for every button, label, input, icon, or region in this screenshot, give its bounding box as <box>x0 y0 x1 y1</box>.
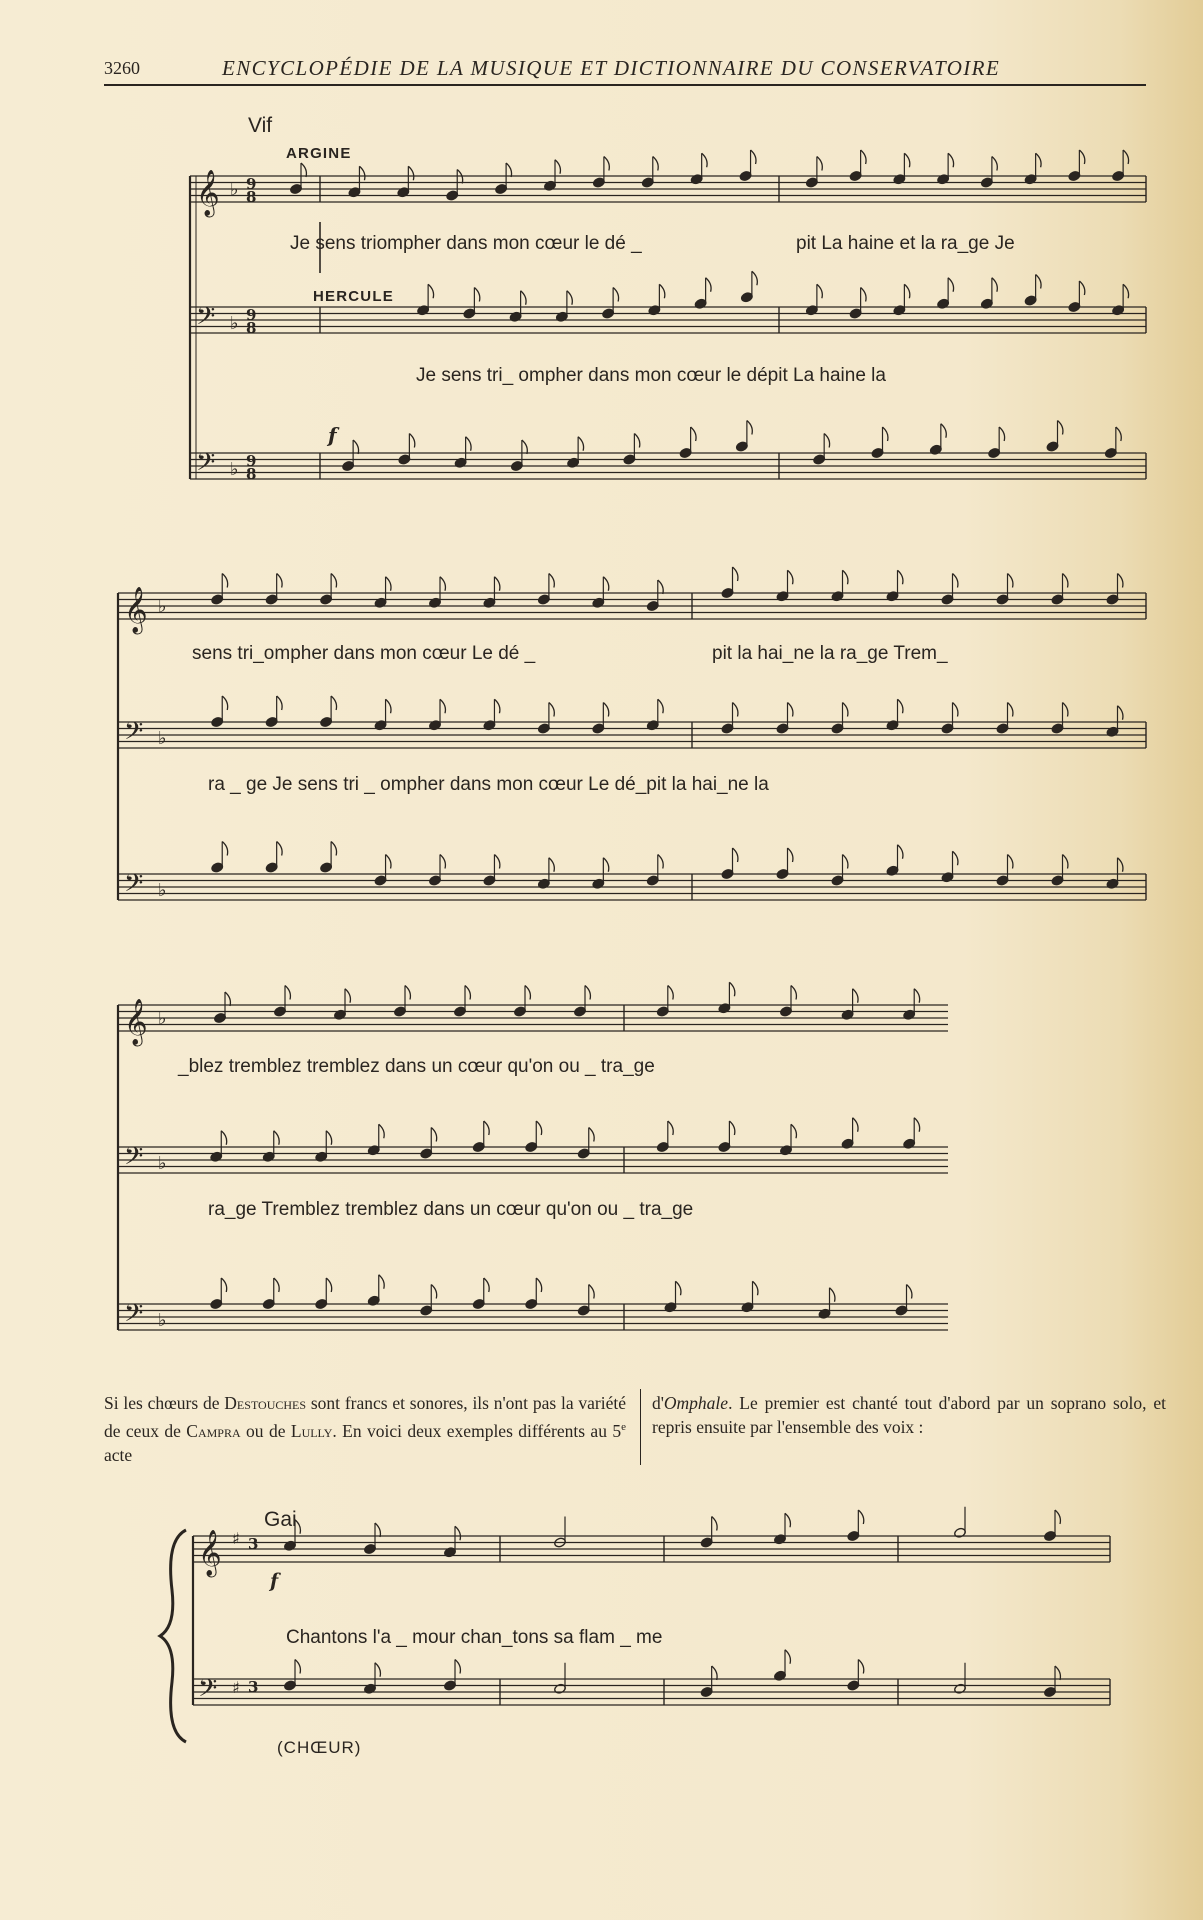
note-flag <box>613 288 618 302</box>
note-flag <box>465 986 470 1000</box>
note-flag <box>1058 421 1063 435</box>
page-number: 3260 <box>104 58 140 78</box>
note-flag <box>702 153 707 167</box>
key-sharp: ♯ <box>232 1529 240 1548</box>
lyric-line: sens tri_ompher dans mon cœur Le dé _ <box>192 643 536 664</box>
note-flag <box>536 1278 541 1292</box>
note-flag <box>658 580 663 594</box>
note-flag <box>1055 1666 1060 1680</box>
note-flag <box>791 1124 796 1138</box>
note-flag <box>729 1121 734 1135</box>
note-flag <box>1008 855 1013 869</box>
note-flag <box>549 858 554 872</box>
note-flag <box>222 574 227 588</box>
note-flag <box>858 1510 863 1524</box>
note-flag <box>536 1121 541 1135</box>
note-flag <box>225 992 230 1006</box>
note-flag <box>222 696 227 710</box>
tempo-marking-gai: Gai <box>264 1508 297 1531</box>
note-flag <box>301 163 306 177</box>
dynamic-forte: f <box>328 423 337 447</box>
key-flat: ♭ <box>158 880 167 901</box>
note-flag <box>474 288 479 302</box>
note-flag <box>440 577 445 591</box>
note-flag <box>659 284 664 298</box>
time-signature: 8 <box>246 319 257 337</box>
note-flag <box>733 848 738 862</box>
note-flag <box>274 1278 279 1292</box>
note-flag <box>285 986 290 1000</box>
note-flag <box>494 855 499 869</box>
note-flag <box>1116 427 1121 441</box>
note-flag <box>843 570 848 584</box>
note-flag <box>405 986 410 1000</box>
treble-clef: 𝄞 <box>124 999 148 1045</box>
note-flag <box>1118 574 1123 588</box>
time-signature: 9 <box>246 175 257 193</box>
note-flag <box>409 434 414 448</box>
lyric-line: Chantons l'a _ mour chan_tons sa flam _ me <box>286 1627 663 1648</box>
time-signature: 9 <box>246 306 257 324</box>
note-flag <box>522 440 527 454</box>
lyric-line: pit La haine et la ra_ge Je <box>796 233 1015 254</box>
key-sharp: ♯ <box>232 1678 240 1697</box>
note-flag <box>549 574 554 588</box>
note-flag <box>830 1288 835 1302</box>
note-flag <box>843 855 848 869</box>
note-flag <box>326 1278 331 1292</box>
note-flag <box>817 157 822 171</box>
note-flag <box>331 574 336 588</box>
note-flag <box>668 1121 673 1135</box>
composer-campra: Campra <box>186 1420 241 1441</box>
note-flag <box>753 1281 758 1295</box>
note-flag <box>941 424 946 438</box>
note-flag <box>431 1285 436 1299</box>
note-flag <box>658 855 663 869</box>
note-flag <box>1063 574 1068 588</box>
note-flag <box>676 1281 681 1295</box>
note-flag <box>948 153 953 167</box>
note-flag <box>326 1131 331 1145</box>
note-flag <box>953 851 958 865</box>
note-flag <box>440 855 445 869</box>
note-flag <box>634 434 639 448</box>
note-flag <box>589 1128 594 1142</box>
note-flag <box>904 284 909 298</box>
note-flag <box>375 1523 380 1537</box>
note-flag <box>525 986 530 1000</box>
running-title: ENCYCLOPÉDIE DE LA MUSIQUE ET DICTIONNAIRE DU CONSERVATOIRE <box>222 56 1001 80</box>
note-flag <box>788 703 793 717</box>
key-flat: ♭ <box>158 1153 167 1174</box>
note-flag <box>751 150 756 164</box>
body-text-right: d'Omphale. Le premier est chanté tout d'abord par un soprano solo, et repris ensuite par l'ensemble des voix : <box>652 1393 1166 1437</box>
note-flag <box>653 157 658 171</box>
key-flat: ♭ <box>158 1008 167 1029</box>
note-flag <box>431 1128 436 1142</box>
note-flag <box>295 1660 300 1674</box>
note-flag <box>578 437 583 451</box>
time-signature: 3 <box>248 1535 259 1553</box>
note-flag <box>428 284 433 298</box>
key-flat: ♭ <box>158 728 167 749</box>
key-flat: ♭ <box>230 179 239 200</box>
note-flag <box>752 271 757 285</box>
note-flag <box>603 577 608 591</box>
note-flag <box>567 291 572 305</box>
note-flag <box>907 1285 912 1299</box>
body-text-left: Si les chœurs de Destouches sont francs et sonores, ils n'ont pas la variété de ceux de Campra ou de Lully. En voici deux exemples différents au 5e acte <box>104 1393 626 1465</box>
key-flat: ♭ <box>230 313 239 334</box>
note-flag <box>1008 703 1013 717</box>
note-flag <box>549 703 554 717</box>
note-flag <box>521 291 526 305</box>
note-flag <box>604 157 609 171</box>
note-flag <box>691 427 696 441</box>
note-flag <box>455 1660 460 1674</box>
note-flag <box>277 574 282 588</box>
note-flag <box>853 1118 858 1132</box>
key-flat: ♭ <box>230 459 239 480</box>
lyric-line: Je sens tri_ ompher dans mon cœur le dépit La haine la <box>416 365 886 386</box>
note-flag <box>1036 153 1041 167</box>
treble-clef: 𝄞 <box>124 587 148 633</box>
note-flag <box>861 150 866 164</box>
bass-clef: 𝄢 <box>196 448 216 483</box>
note-flag <box>791 986 796 1000</box>
note-flag <box>948 278 953 292</box>
note-flag <box>379 1275 384 1289</box>
note-flag <box>898 845 903 859</box>
bass-clef: 𝄢 <box>198 1674 218 1709</box>
time-signature: 9 <box>246 452 257 470</box>
note-flag <box>589 1285 594 1299</box>
note-flag <box>785 1513 790 1527</box>
note-flag <box>386 699 391 713</box>
note-flag <box>914 1118 919 1132</box>
composer-destouches: Destouches <box>224 1393 307 1413</box>
note-flag <box>386 577 391 591</box>
note-flag <box>466 437 471 451</box>
note-flag <box>555 160 560 174</box>
note-flag <box>1063 703 1068 717</box>
note-flag <box>1079 281 1084 295</box>
note-flag <box>386 855 391 869</box>
lyric-line: pit la hai_ne la ra_ge Trem_ <box>712 643 948 664</box>
note-flag <box>1036 275 1041 289</box>
note-flag <box>585 986 590 1000</box>
note-flag <box>788 570 793 584</box>
column-divider <box>640 1389 641 1465</box>
bass-clef: 𝄢 <box>124 869 144 904</box>
key-flat: ♭ <box>158 1310 167 1331</box>
note-flag <box>861 288 866 302</box>
note-flag <box>843 703 848 717</box>
note-flag <box>603 858 608 872</box>
note-flag <box>898 699 903 713</box>
note-flag <box>788 848 793 862</box>
note-flag <box>222 842 227 856</box>
time-signature: 8 <box>246 188 257 206</box>
key-flat: ♭ <box>158 596 167 617</box>
note-flag <box>733 703 738 717</box>
note-flag <box>914 989 919 1003</box>
note-flag <box>274 1131 279 1145</box>
note-flag <box>455 1526 460 1540</box>
note-flag <box>1008 574 1013 588</box>
note-flag <box>817 284 822 298</box>
note-flag <box>379 1124 384 1138</box>
note-flag <box>331 842 336 856</box>
note-flag <box>824 434 829 448</box>
chorus-label: (CHŒUR) <box>277 1738 362 1757</box>
note-flag <box>494 577 499 591</box>
lyric-line: ra_ge Tremblez tremblez dans un cœur qu'on ou _ tra_ge <box>208 1199 694 1220</box>
note-flag <box>1118 706 1123 720</box>
note-flag <box>733 567 738 581</box>
bass-clef: 𝄢 <box>124 717 144 752</box>
note-flag <box>953 703 958 717</box>
note-flag <box>221 1131 226 1145</box>
note-flag <box>992 278 997 292</box>
treble-clef: 𝄞 <box>196 170 220 216</box>
note-flag <box>221 1278 226 1292</box>
voice-name-argine: ARGINE <box>286 145 352 162</box>
note-flag <box>484 1278 489 1292</box>
note-flag <box>706 278 711 292</box>
note-flag <box>1063 855 1068 869</box>
note-flag <box>277 842 282 856</box>
lyric-line: Je sens triompher dans mon cœur le dé _ <box>290 233 642 254</box>
note-flag <box>668 986 673 1000</box>
note-flag <box>992 157 997 171</box>
dynamic-forte: f <box>270 1570 279 1592</box>
note-flag <box>375 1663 380 1677</box>
voice-name-hercule: HERCULE <box>313 288 394 305</box>
note-flag <box>1079 150 1084 164</box>
note-flag <box>1123 284 1128 298</box>
note-flag <box>883 427 888 441</box>
note-flag <box>1118 858 1123 872</box>
time-signature: 3 <box>248 1678 259 1696</box>
note-flag <box>858 1660 863 1674</box>
treble-clef: 𝄞 <box>198 1530 222 1576</box>
system-brace <box>160 1530 186 1742</box>
note-flag <box>853 989 858 1003</box>
note-flag <box>440 699 445 713</box>
bass-clef: 𝄢 <box>196 302 216 337</box>
note-flag <box>1055 1510 1060 1524</box>
note-flag <box>345 989 350 1003</box>
note-flag <box>603 703 608 717</box>
note-flag <box>729 982 734 996</box>
note-flag <box>484 1121 489 1135</box>
note-flag <box>1123 150 1128 164</box>
note-flag <box>712 1666 717 1680</box>
note-flag <box>747 421 752 435</box>
bass-clef: 𝄢 <box>124 1142 144 1177</box>
note-flag <box>953 574 958 588</box>
note-flag <box>408 166 413 180</box>
note-flag <box>353 440 358 454</box>
note-flag <box>999 427 1004 441</box>
note-flag <box>277 696 282 710</box>
lyric-line: ra _ ge Je sens tri _ ompher dans mon cœur Le dé_pit la hai_ne la <box>208 774 769 795</box>
work-title-omphale: Omphale <box>663 1393 729 1413</box>
note-flag <box>359 166 364 180</box>
note-flag <box>494 699 499 713</box>
time-signature: 8 <box>246 465 257 483</box>
note-flag <box>331 696 336 710</box>
note-flag <box>658 699 663 713</box>
composer-lully: Lully <box>290 1420 333 1441</box>
note-flag <box>904 153 909 167</box>
note-flag <box>506 163 511 177</box>
note-flag <box>898 570 903 584</box>
lyric-line: _blez tremblez tremblez dans un cœur qu'on ou _ tra_ge <box>178 1056 655 1077</box>
tempo-marking-vif: Vif <box>248 114 273 137</box>
note-flag <box>785 1650 790 1664</box>
note-flag <box>712 1517 717 1531</box>
bass-clef: 𝄢 <box>124 1299 144 1334</box>
